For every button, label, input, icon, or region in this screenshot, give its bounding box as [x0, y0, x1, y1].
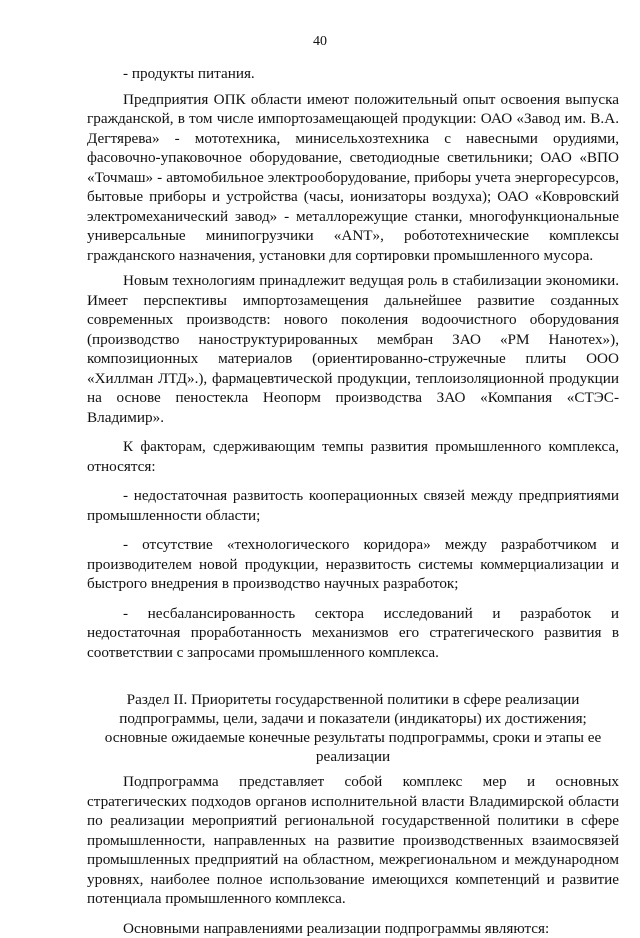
paragraph-subprogram-definition: Подпрограмма представляет собой комплекс мер и основных стратегических подходов органов исполнительной власти Владимирской области по реализации мероприятий региональной государственной политики в сфере промышленности, направленных на развитие производственных взаимосвязей промышленных предприятий на областном, межрегиональном и международном уровнях, наиболее полное использование имеющихся компетенций и развитие потенциала промышленного комплекса. [87, 772, 619, 909]
paragraph-new-technologies: Новым технологиям принадлежит ведущая роль в стабилизации экономики. Имеет перспективы импортозамещения дальнейшее развитие созданных современных производств: нового поколения водоочистного оборудования (производство наноструктурированных мембран ЗАО «РМ Нанотех»), композиционных материалов (ориентированно-стружечные плиты ООО «Хиллман ЛТД».), фармацевтической продукции, теплоизоляционной продукции на основе пеностекла Неопорм производства ЗАО «Компания «СТЭС-Владимир». [87, 271, 619, 427]
paragraph-factor-corridor: - отсутствие «технологического коридора» между разработчиком и производителем новой продукции, неразвитость системы коммерциализации и быстрого внедрения в производство научных разработок; [87, 535, 619, 594]
document-body [87, 64, 619, 938]
paragraph-food-products: - продукты питания. [87, 64, 619, 84]
paragraph-opk-enterprises: Предприятия ОПК области имеют положительный опыт освоения выпуска гражданской, в том числе импортозамещающей продукции: ОАО «Завод им. В.А. Дегтярева» - мототехника, минисельхозтехника с навесными орудиями, фасовочно-упаковочное оборудование, светодиодные светильники; ОАО «ВПО «Точмаш» - автомобильное электрооборудование, приборы учета энергоресурсов, бытовые приборы и устройства (часы, ионизаторы воздуха); ОАО «Ковровский электромеханический завод» - металлорежущие станки, многофункциональные универсальные минипогрузчики «ANT», робототехнические комплексы гражданского назначения, установки для сортировки промышленного мусора. [87, 90, 619, 266]
section-heading: Раздел II. Приоритеты государственной политики в сфере реализации подпрограммы, цели, задачи и показатели (индикаторы) их достижения; основные ожидаемые конечные результаты подпрограммы, сроки и этапы ее реализации [87, 690, 619, 766]
paragraph-factor-imbalance: - несбалансированность сектора исследований и разработок и недостаточная проработанность механизмов его стратегического развития в соответствии с запросами промышленного комплекса. [87, 604, 619, 663]
paragraph-main-directions: Основными направлениями реализации подпрограммы являются: [87, 919, 619, 938]
paragraph-factors-intro: К факторам, сдерживающим темпы развития промышленного комплекса, относятся: [87, 437, 619, 476]
page-number: 40 [0, 34, 640, 50]
paragraph-factor-cooperation: - недостаточная развитость кооперационных связей между предприятиями промышленности области; [87, 486, 619, 525]
